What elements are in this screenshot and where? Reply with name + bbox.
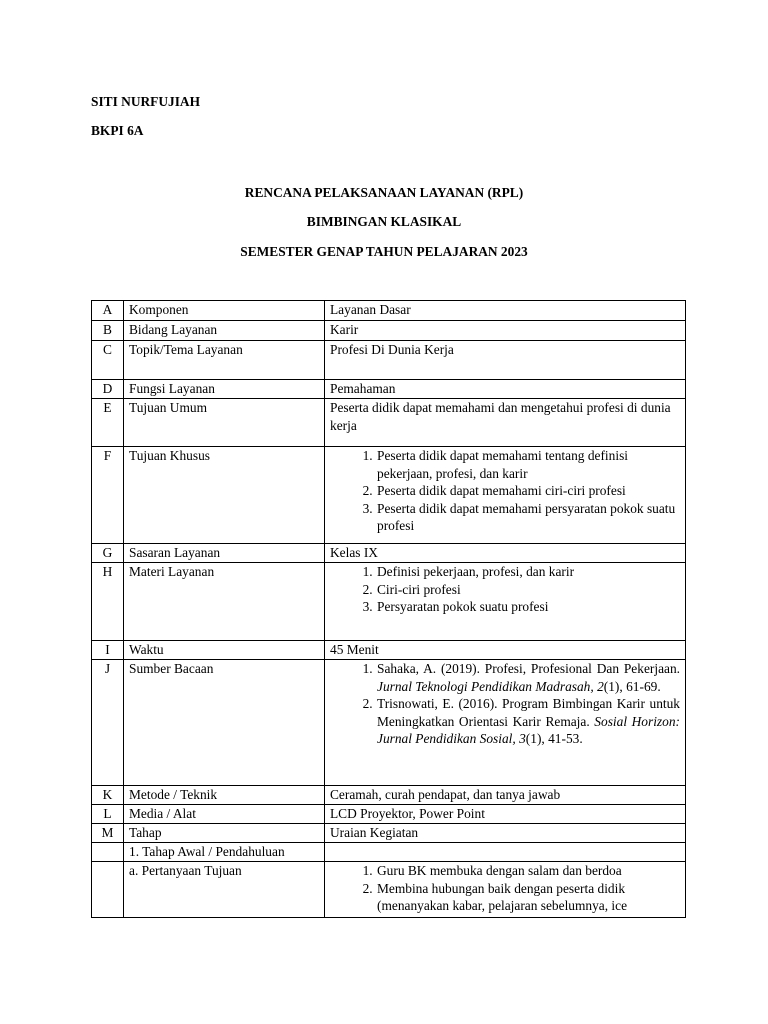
row-komponen: [92, 301, 686, 321]
references-list: [330, 660, 680, 748]
list-item: 1. Peserta didik dapat memahami tentang definisi pekerjaan, profesi, dan karir: [376, 447, 680, 482]
reference-item: [376, 695, 680, 748]
row-bidang-layanan: [92, 321, 686, 341]
student-class: BKPI 6A: [91, 123, 144, 138]
list-item: 2. Membina hubungan baik dengan peserta didik (menanyakan kabar, pelajaran sebelumnya, ice: [376, 880, 680, 915]
row-label: Tujuan Umum: [124, 399, 325, 447]
row-label: Bidang Layanan: [124, 321, 325, 341]
row-tujuan-khusus: [92, 447, 686, 544]
row-letter: E: [92, 399, 124, 447]
row-value: [325, 447, 686, 544]
row-value: LCD Proyektor, Power Point: [325, 805, 686, 824]
row-label: Tujuan Khusus: [124, 447, 325, 544]
row-letter: I: [92, 641, 124, 660]
row-label: Media / Alat: [124, 805, 325, 824]
list-item: 3. Peserta didik dapat memahami persyaratan pokok suatu profesi: [376, 500, 680, 535]
row-label: Sasaran Layanan: [124, 544, 325, 563]
tujuan-khusus-list: [330, 447, 680, 535]
materi-layanan-list: [330, 563, 680, 616]
row-pertanyaan-tujuan: [92, 862, 686, 918]
row-letter: [92, 862, 124, 918]
row-value: [325, 843, 686, 862]
journal-separator: ,: [512, 731, 520, 747]
row-value: Pemahaman: [325, 380, 686, 399]
row-value: [325, 862, 686, 918]
reference-text: Trisnowati, E. (2016). Program Bimbingan Karir untuk Meningkatkan Orientasi Karir Remaja.: [377, 696, 680, 729]
row-label: a. Pertanyaan Tujuan: [124, 862, 325, 918]
row-value: Karir: [325, 321, 686, 341]
row-letter: G: [92, 544, 124, 563]
list-item: 1. Guru BK membuka dengan salam dan berdoa: [376, 862, 680, 880]
row-letter: B: [92, 321, 124, 341]
row-value: Ceramah, curah pendapat, dan tanya jawab: [325, 786, 686, 805]
row-waktu: [92, 641, 686, 660]
journal-separator: ,: [590, 678, 598, 694]
row-value: [325, 563, 686, 641]
journal-pages: (1), 61-69.: [603, 678, 661, 694]
row-letter: M: [92, 824, 124, 843]
row-sasaran-layanan: [92, 544, 686, 563]
student-name: SITI NURFUJIAH: [91, 94, 201, 109]
row-sumber-bacaan: [92, 660, 686, 786]
row-label: Fungsi Layanan: [124, 380, 325, 399]
reference-item: [376, 660, 680, 695]
row-letter: J: [92, 660, 124, 786]
row-letter: K: [92, 786, 124, 805]
row-tujuan-umum: [92, 399, 686, 447]
row-value: Peserta didik dapat memahami dan mengetahui profesi di dunia kerja: [325, 399, 686, 447]
document-title: RENCANA PELAKSANAAN LAYANAN (RPL): [244, 185, 524, 200]
list-item: 2. Peserta didik dapat memahami ciri-ciri profesi: [376, 482, 680, 500]
reference-text: Sahaka, A. (2019). Profesi, Profesional Dan Pekerjaan.: [377, 661, 680, 676]
row-value: Kelas IX: [325, 544, 686, 563]
document-subtitle: BIMBINGAN KLASIKAL: [306, 214, 462, 229]
row-label: Sumber Bacaan: [124, 660, 325, 786]
row-materi-layanan: [92, 563, 686, 641]
row-label: Waktu: [124, 641, 325, 660]
rpl-table: [91, 300, 686, 918]
row-fungsi-layanan: [92, 380, 686, 399]
row-letter: H: [92, 563, 124, 641]
row-label: Metode / Teknik: [124, 786, 325, 805]
row-tahap: [92, 824, 686, 843]
row-label: 1. Tahap Awal / Pendahuluan: [124, 843, 325, 862]
row-label: Topik/Tema Layanan: [124, 341, 325, 380]
row-value: Profesi Di Dunia Kerja: [325, 341, 686, 380]
row-value: Layanan Dasar: [325, 301, 686, 321]
row-metode: [92, 786, 686, 805]
row-value: Uraian Kegiatan: [325, 824, 686, 843]
list-item: 1. Definisi pekerjaan, profesi, dan karir: [376, 563, 680, 581]
row-label: Komponen: [124, 301, 325, 321]
row-value: [325, 660, 686, 786]
row-letter: F: [92, 447, 124, 544]
journal-title: Jurnal Teknologi Pendidikan Madrasah: [377, 678, 591, 694]
kegiatan-list: [330, 862, 680, 915]
row-label: Materi Layanan: [124, 563, 325, 641]
row-label: Tahap: [124, 824, 325, 843]
list-item: 3. Persyaratan pokok suatu profesi: [376, 598, 680, 616]
list-item: 2. Ciri-ciri profesi: [376, 581, 680, 599]
journal-volume: 2: [597, 678, 604, 694]
row-tahap-awal: [92, 843, 686, 862]
row-value: 45 Menit: [325, 641, 686, 660]
row-letter: [92, 843, 124, 862]
row-media: [92, 805, 686, 824]
journal-title: Sosial Horizon: Jurnal Pendidikan Sosial: [377, 713, 680, 747]
row-topik: [92, 341, 686, 380]
row-letter: C: [92, 341, 124, 380]
row-letter: L: [92, 805, 124, 824]
document-semester: SEMESTER GENAP TAHUN PELAJARAN 2023: [240, 244, 528, 259]
journal-pages: (1), 41-53.: [525, 731, 583, 747]
row-letter: A: [92, 301, 124, 321]
row-letter: D: [92, 380, 124, 399]
journal-volume: 3: [519, 731, 526, 747]
